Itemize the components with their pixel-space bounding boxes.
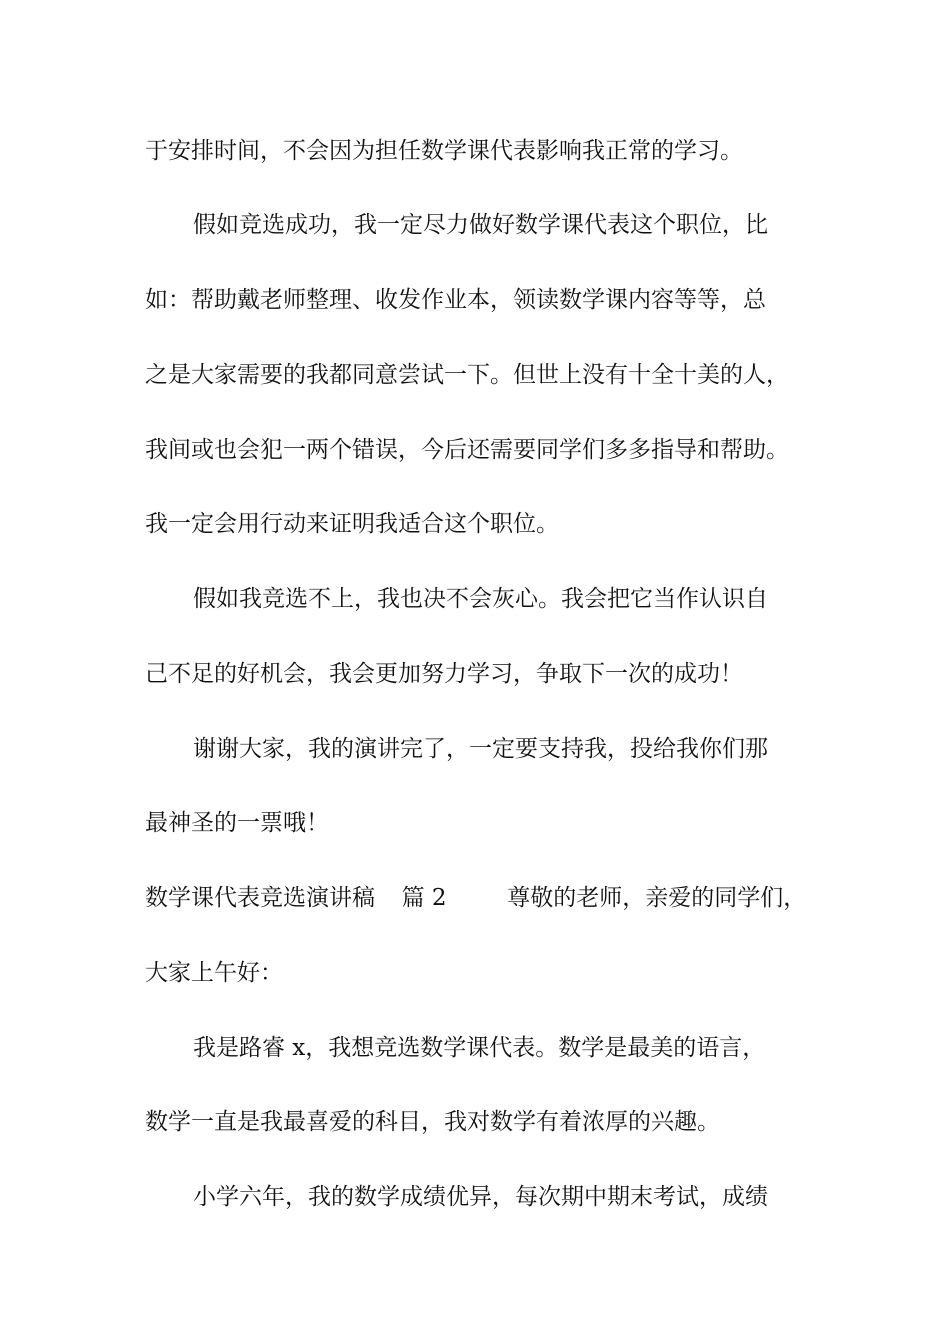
text-line: 我一定会用行动来证明我适合这个职位。 [145,511,559,537]
section-part-label: 篇 2 [401,885,447,911]
text-line: 之是大家需要的我都同意尝试一下。但世上没有十全十美的人， [145,362,789,388]
text-line-1: 于安排时间，不会因为担任数学课代表影响我正常的学习。 [145,138,743,164]
paragraph-start: 假如我竞选不上，我也决不会灰心。我会把它当作认识自 [193,586,768,612]
paragraph-start: 谢谢大家，我的演讲完了，一定要支持我，投给我你们那 [193,736,768,762]
text-line: 我间或也会犯一两个错误，今后还需要同学们多多指导和帮助。 [145,437,789,463]
text-line: 己不足的好机会，我会更加努力学习，争取下一次的成功！ [145,661,743,687]
text-line: 最神圣的一票哦！ [145,810,329,836]
paragraph-start: 小学六年，我的数学成绩优异，每次期中期末考试，成绩 [193,1184,768,1210]
text-line: 大家上午好： [145,960,283,986]
greeting-text: 尊敬的老师，亲爱的同学们， [507,885,807,911]
paragraph-start: 我是路睿 x，我想竞选数学课代表。数学是最美的语言， [193,1035,766,1061]
paragraph-start: 假如竞选成功，我一定尽力做好数学课代表这个职位，比 [193,212,768,238]
text-line: 如：帮助戴老师整理、收发作业本，领读数学课内容等等，总 [145,287,766,313]
section-title: 数学课代表竞选演讲稿 [145,885,375,911]
section-heading [145,878,835,918]
text-line: 数学一直是我最喜爱的科目，我对数学有着浓厚的兴趣。 [145,1109,720,1135]
